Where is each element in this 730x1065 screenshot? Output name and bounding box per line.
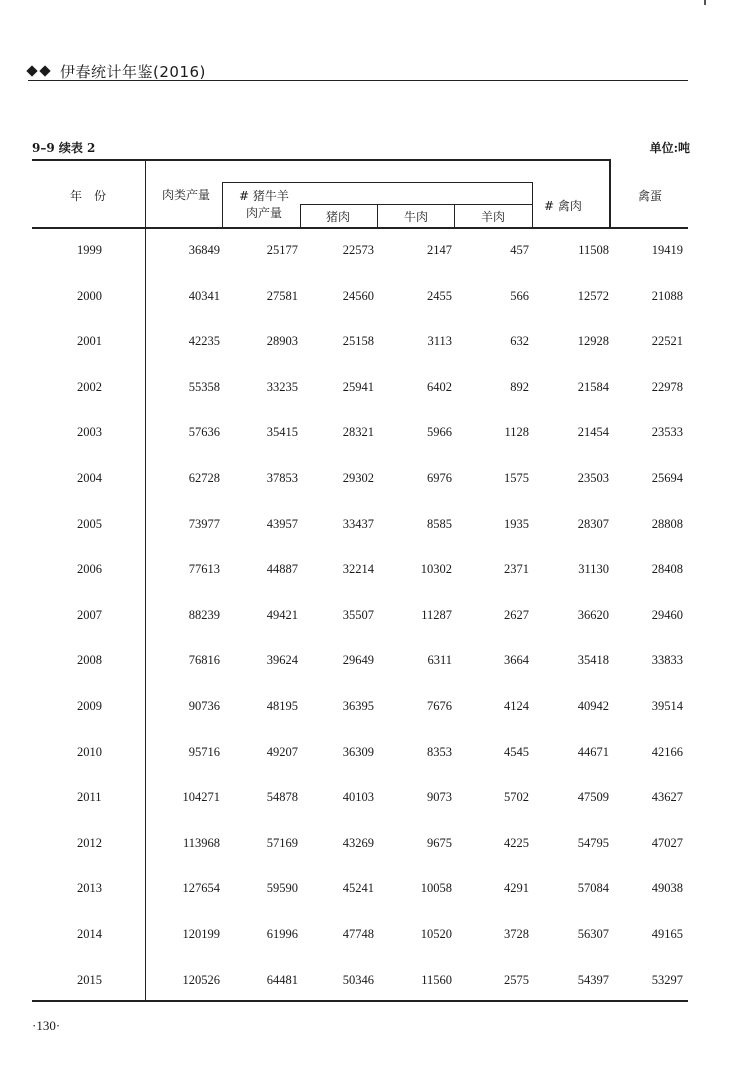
year-cell: 2003 [77, 425, 102, 440]
table-row [32, 733, 688, 779]
eggs-cell: 22978 [651, 379, 683, 394]
year-cell: 2002 [77, 379, 102, 394]
beef-cell: 10520 [420, 926, 452, 941]
year-cell: 2006 [77, 562, 102, 577]
eggs-cell: 21088 [651, 288, 683, 303]
beef-cell: 8353 [427, 744, 452, 759]
pbm-meat-cell: 61996 [266, 926, 298, 941]
pork-cell: 28321 [342, 425, 374, 440]
pbm-meat-cell: 37853 [266, 470, 298, 485]
meat-total-cell: 62728 [188, 470, 220, 485]
beef-cell: 2147 [427, 243, 452, 257]
pbm-meat-cell: 49207 [266, 744, 298, 759]
pork-cell: 32214 [342, 562, 374, 577]
eggs-cell: 33833 [651, 653, 683, 668]
meat-total-cell: 73977 [188, 516, 220, 531]
table-row [32, 641, 688, 687]
pork-cell: 43269 [342, 835, 374, 850]
pork-cell: 35507 [342, 607, 374, 622]
pork-cell: 50346 [342, 972, 374, 987]
poultry-cell: 28307 [577, 516, 609, 531]
beef-cell: 10302 [420, 562, 452, 577]
eggs-cell: 49038 [651, 881, 683, 896]
poultry-cell: 56307 [577, 926, 609, 941]
table-row [32, 596, 688, 642]
eggs-cell: 23533 [651, 425, 683, 440]
eggs-cell: 47027 [651, 835, 683, 850]
pbm-meat-cell: 39624 [266, 653, 298, 668]
mutton-cell: 3664 [504, 653, 529, 668]
eggs-cell: 43627 [651, 790, 683, 805]
beef-cell: 2455 [427, 288, 452, 303]
table-row [32, 277, 688, 323]
table-number: 9–9 续表 2 [32, 141, 96, 155]
mutton-cell: 4545 [504, 744, 529, 759]
year-cell: 2004 [77, 470, 102, 485]
pbm-meat-cell: 28903 [266, 334, 298, 349]
table-row [32, 368, 688, 414]
year-cell: 2013 [77, 881, 102, 896]
pbm-meat-cell: 25177 [266, 243, 298, 257]
beef-cell: 3113 [427, 334, 452, 349]
pbm-meat-cell: 33235 [266, 379, 298, 394]
table-row [32, 869, 688, 915]
poultry-cell: 12572 [577, 288, 609, 303]
pork-cell: 45241 [342, 881, 374, 896]
meat-total-cell: 40341 [188, 288, 220, 303]
col-header-beef: 牛肉 [404, 210, 429, 224]
subcolumn-top-rule [300, 204, 532, 205]
eggs-cell: 49165 [651, 926, 683, 941]
poultry-cell: 54397 [577, 972, 609, 987]
mutton-cell: 1935 [504, 516, 529, 531]
poultry-cell: 40942 [577, 698, 609, 713]
table-body [32, 231, 688, 1006]
mutton-divider [454, 204, 455, 228]
pbm-meat-cell: 35415 [266, 425, 298, 440]
pork-cell: 29302 [342, 470, 374, 485]
eggs-cell: 28808 [651, 516, 683, 531]
table-row [32, 231, 688, 277]
mutton-cell: 632 [510, 334, 529, 349]
beef-divider [377, 204, 378, 228]
eggs-cell: 22521 [651, 334, 683, 349]
year-cell: 1999 [77, 243, 102, 257]
meat-total-cell: 113968 [182, 835, 220, 850]
table-row [32, 322, 688, 368]
mutton-cell: 3728 [504, 926, 529, 941]
pbm-meat-cell: 27581 [266, 288, 298, 303]
year-cell: 2005 [77, 516, 102, 531]
meat-total-cell: 104271 [182, 790, 220, 805]
beef-cell: 8585 [427, 516, 452, 531]
poultry-cell: 47509 [577, 790, 609, 805]
year-cell: 2007 [77, 607, 102, 622]
pork-divider [300, 204, 301, 228]
meat-total-cell: 88239 [188, 607, 220, 622]
mutton-cell: 1575 [504, 470, 529, 485]
meat-total-cell: 77613 [188, 562, 220, 577]
col-header-pbm-line1: # 猪牛羊 [239, 189, 289, 203]
beef-cell: 10058 [420, 881, 452, 896]
table-row [32, 505, 688, 551]
mutton-cell: 4124 [504, 698, 529, 713]
pbm-meat-cell: 44887 [266, 562, 298, 577]
year-cell: 2000 [77, 288, 102, 303]
year-cell: 2012 [77, 835, 102, 850]
beef-cell: 5966 [427, 425, 452, 440]
eggs-cell: 42166 [651, 744, 683, 759]
eggs-cell: 29460 [651, 607, 683, 622]
mutton-cell: 2575 [504, 972, 529, 987]
table-row [32, 687, 688, 733]
pbm-divider [222, 182, 223, 228]
pork-cell: 36395 [342, 698, 374, 713]
mutton-cell: 5702 [504, 790, 529, 805]
mutton-cell: 457 [510, 243, 529, 257]
col-header-pork: 猪肉 [326, 210, 351, 224]
scan-mark [704, 0, 706, 5]
beef-cell: 7676 [427, 698, 452, 713]
year-cell: 2009 [77, 698, 102, 713]
meat-total-cell: 127654 [182, 881, 220, 896]
pbm-meat-cell: 43957 [266, 516, 298, 531]
table-row [32, 824, 688, 870]
mutton-cell: 4225 [504, 835, 529, 850]
pork-cell: 33437 [342, 516, 374, 531]
year-cell: 2010 [77, 744, 102, 759]
pbm-meat-cell: 57169 [266, 835, 298, 850]
pork-cell: 36309 [342, 744, 374, 759]
col-header-poultry: # 禽肉 [544, 199, 582, 213]
meat-total-cell: 120199 [182, 926, 220, 941]
pbm-meat-cell: 64481 [266, 972, 298, 987]
eggs-cell: 19419 [651, 243, 683, 257]
eggs-cell: 25694 [651, 470, 683, 485]
pork-cell: 22573 [342, 243, 374, 257]
eggs-cell: 53297 [651, 972, 683, 987]
col-header-meat-total: 肉类产量 [162, 188, 211, 202]
table-row [32, 915, 688, 961]
pbm-meat-cell: 49421 [266, 607, 298, 622]
beef-cell: 11287 [421, 607, 452, 622]
diamond-icon [28, 67, 54, 75]
book-title: 伊春统计年鉴(2016) [60, 62, 206, 81]
top-rule [32, 159, 609, 161]
poultry-cell: 35418 [577, 653, 609, 668]
mutton-cell: 2371 [504, 562, 529, 577]
pbm-meat-cell: 48195 [266, 698, 298, 713]
pbm-meat-cell: 54878 [266, 790, 298, 805]
table-unit: 单位:吨 [649, 141, 690, 155]
eggs-cell: 28408 [651, 562, 683, 577]
table-row [32, 961, 688, 1007]
table-row [32, 550, 688, 596]
header-bottom-rule [32, 227, 688, 229]
year-cell: 2014 [77, 926, 102, 941]
poultry-cell: 36620 [577, 607, 609, 622]
beef-cell: 6311 [427, 653, 452, 668]
pork-cell: 29649 [342, 653, 374, 668]
col-header-year: 年 份 [70, 189, 107, 203]
meat-total-cell: 95716 [188, 744, 220, 759]
table-row [32, 413, 688, 459]
beef-cell: 11560 [421, 972, 452, 987]
col-header-mutton: 羊肉 [481, 210, 506, 224]
table-row [32, 459, 688, 505]
poultry-cell: 23503 [577, 470, 609, 485]
poultry-cell: 21584 [577, 379, 609, 394]
mutton-cell: 892 [510, 379, 529, 394]
pork-cell: 47748 [342, 926, 374, 941]
mutton-cell: 2627 [504, 607, 529, 622]
pork-cell: 24560 [342, 288, 374, 303]
beef-cell: 9675 [427, 835, 452, 850]
eggs-cell: 39514 [651, 698, 683, 713]
poultry-cell: 12928 [577, 334, 609, 349]
poultry-divider [532, 182, 533, 228]
mutton-cell: 4291 [504, 881, 529, 896]
poultry-cell: 21454 [577, 425, 609, 440]
meat-total-cell: 55358 [188, 379, 220, 394]
beef-cell: 6402 [427, 379, 452, 394]
beef-cell: 9073 [427, 790, 452, 805]
mutton-cell: 566 [510, 288, 529, 303]
year-cell: 2008 [77, 653, 102, 668]
col-header-pbm-line2: 肉产量 [246, 206, 283, 220]
poultry-cell: 31130 [578, 562, 609, 577]
running-header [28, 60, 688, 82]
meat-total-cell: 76816 [188, 653, 220, 668]
group-top-rule [222, 182, 532, 183]
table-row [32, 778, 688, 824]
poultry-cell: 11508 [578, 243, 609, 257]
pork-cell: 25941 [342, 379, 374, 394]
page-number: ·130· [32, 1018, 61, 1033]
meat-total-cell: 120526 [182, 972, 220, 987]
eggs-column-divider [609, 159, 611, 228]
year-cell: 2001 [77, 334, 102, 349]
header-rule [28, 80, 688, 81]
beef-cell: 6976 [427, 470, 452, 485]
year-cell: 2015 [77, 972, 102, 987]
statistics-table [32, 159, 688, 1002]
col-header-eggs: 禽蛋 [638, 189, 663, 203]
pork-cell: 40103 [342, 790, 374, 805]
meat-total-cell: 36849 [188, 243, 220, 257]
poultry-cell: 54795 [577, 835, 609, 850]
poultry-cell: 57084 [577, 881, 609, 896]
mutton-cell: 1128 [504, 425, 529, 440]
meat-total-cell: 57636 [188, 425, 220, 440]
pork-cell: 25158 [342, 334, 374, 349]
meat-total-cell: 42235 [188, 334, 220, 349]
meat-total-cell: 90736 [188, 698, 220, 713]
year-cell: 2011 [77, 790, 102, 805]
pbm-meat-cell: 59590 [266, 881, 298, 896]
poultry-cell: 44671 [577, 744, 609, 759]
